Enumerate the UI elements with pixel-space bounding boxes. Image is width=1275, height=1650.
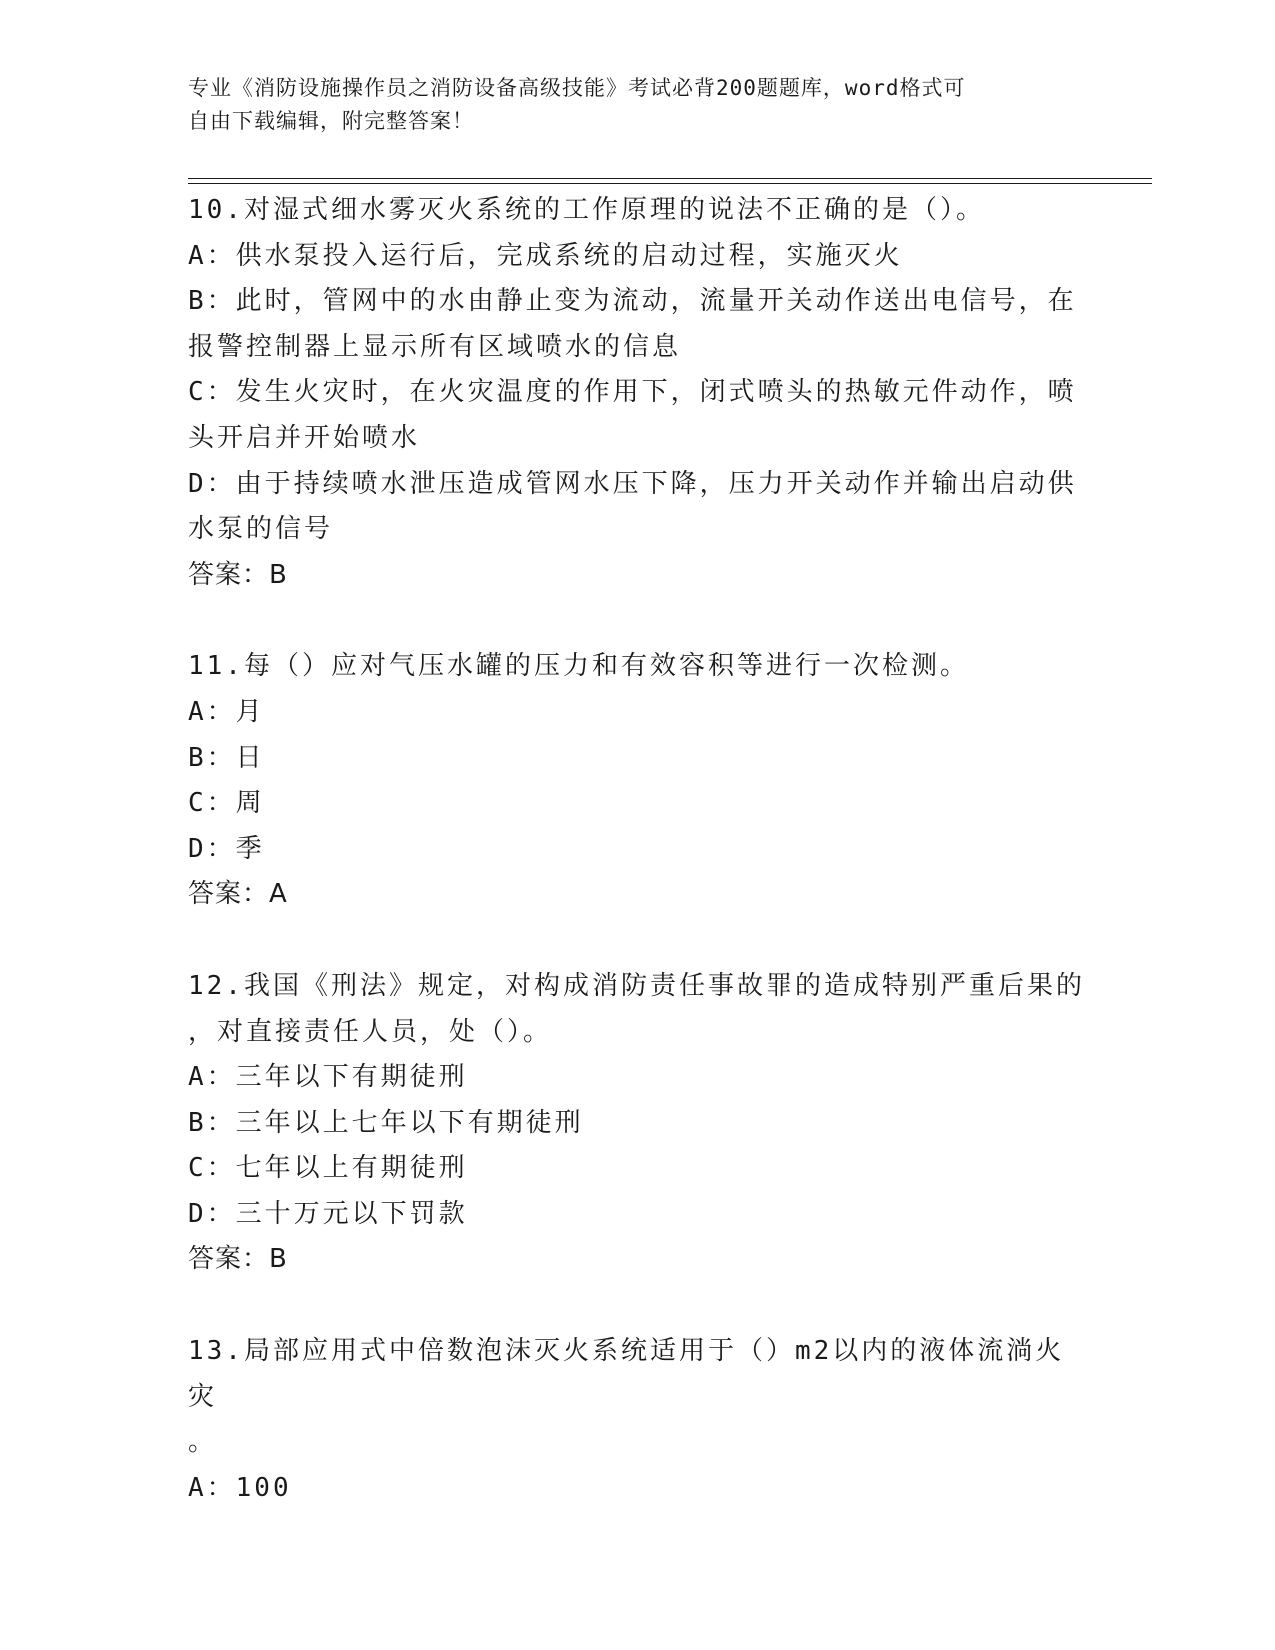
- option-a: A：供水泵投入运行后，完成系统的启动过程，实施灭火: [188, 240, 903, 271]
- header-divider-bottom: [188, 183, 1152, 184]
- question-text: 11.每（）应对气压水罐的压力和有效容积等进行一次检测。: [188, 651, 969, 682]
- option-c: C：周: [188, 788, 265, 819]
- question-item: [188, 1329, 1088, 1511]
- question-item: [188, 964, 1088, 1283]
- question-text-continued: ，对直接责任人员，处（）。: [188, 1016, 553, 1047]
- option-d: D：季: [188, 833, 265, 864]
- question-text: 13.局部应用式中倍数泡沫灭火系统适用于（）m2以内的液体流淌火灾: [188, 1336, 1065, 1412]
- answer-line: 答案：B: [188, 1244, 288, 1275]
- option-a: A：三年以下有期徒刑: [188, 1062, 468, 1093]
- answer-line: 答案：A: [188, 879, 288, 910]
- option-d-continued: 水泵的信号: [188, 514, 334, 545]
- question-item: [188, 644, 1088, 918]
- option-c: C：发生火灾时，在火灾温度的作用下，闭式喷头的热敏元件动作，喷: [188, 377, 1077, 408]
- document-header: [188, 72, 1088, 138]
- option-b: B：日: [188, 742, 265, 773]
- option-a: A：100: [188, 1472, 292, 1503]
- option-c: C：七年以上有期徒刑: [188, 1153, 468, 1184]
- question-item: [188, 188, 1088, 598]
- option-a: A：月: [188, 696, 265, 727]
- option-b: B：三年以上七年以下有期徒刑: [188, 1107, 584, 1138]
- option-b: B：此时，管网中的水由静止变为流动，流量开关动作送出电信号，在: [188, 286, 1077, 317]
- option-b-continued: 报警控制器上显示所有区域喷水的信息: [188, 331, 682, 362]
- question-text: 10.对湿式细水雾灭火系统的工作原理的说法不正确的是（）。: [188, 195, 985, 225]
- answer-line: 答案：B: [188, 559, 288, 590]
- header-line-1: 专业《消防设施操作员之消防设备高级技能》考试必背200题题库，word格式可: [188, 76, 966, 100]
- header-divider-top: [188, 178, 1152, 179]
- option-c-continued: 头开启并开始喷水: [188, 422, 421, 453]
- question-text-continued: 。: [188, 1427, 218, 1458]
- question-text: 12.我国《刑法》规定，对构成消防责任事故罪的造成特别严重后果的: [188, 970, 1085, 1001]
- question-list: [188, 188, 1088, 1511]
- option-d: D：由于持续喷水泄压造成管网水压下降，压力开关动作并输出启动供: [188, 468, 1077, 499]
- header-line-2: 自由下载编辑，附完整答案！: [188, 109, 474, 133]
- option-d: D：三十万元以下罚款: [188, 1198, 468, 1229]
